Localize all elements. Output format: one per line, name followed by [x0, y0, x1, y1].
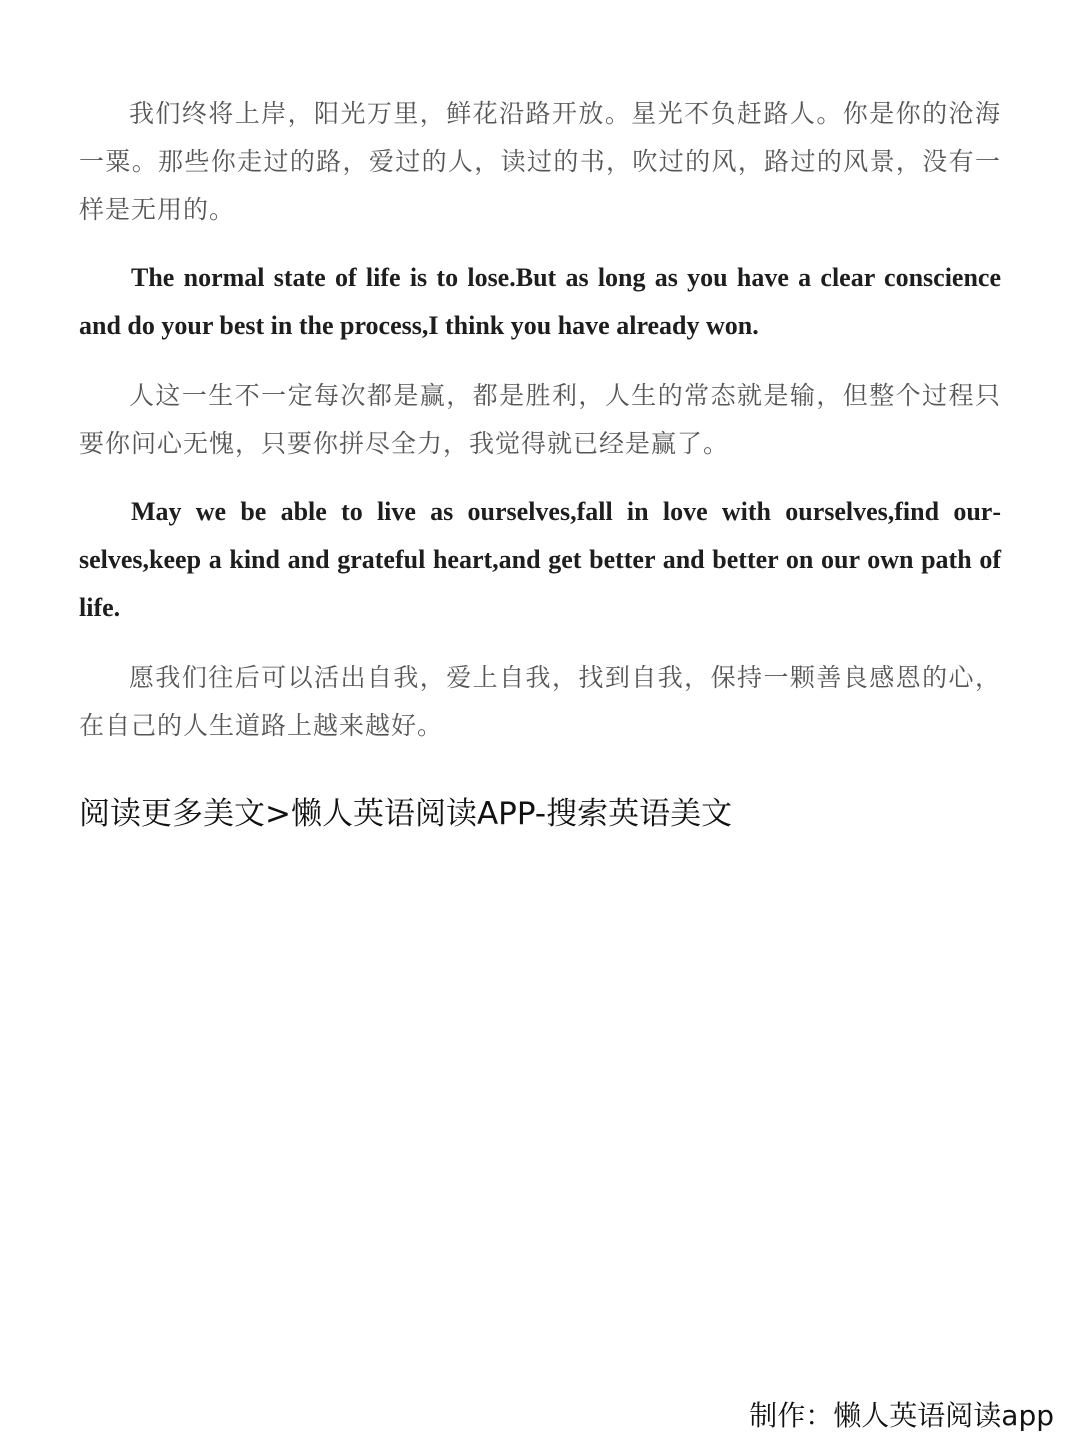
- chinese-paragraph-3: 愿我们往后可以活出自我，爱上自我，找到自我，保持一颗善良感恩的心，在自己的人生道路上越来越好。: [79, 663, 1001, 740]
- chinese-paragraph-1: 我们终将上岸，阳光万里，鲜花沿路开放。星光不负赶路人。你是你的沧海一粟。那些你走过的路，爱过的人，读过的书，吹过的风，路过的风景，没有一样是无用的。: [79, 99, 1001, 224]
- article-body: [79, 90, 1001, 836]
- chinese-paragraph-2: 人这一生不一定每次都是赢，都是胜利，人生的常态就是输，但整个过程只要你问心无愧，只要你拼尽全力，我觉得就已经是赢了。: [79, 381, 1001, 458]
- footer-credit: 制作：懒人英语阅读app: [749, 1399, 1054, 1432]
- english-paragraph-2: May we be able to live as ourselves,fall in love with ourselves,find ourselves,keep a kind and grateful heart,and get better and better on our own path of life.: [79, 497, 1001, 622]
- english-paragraph-1: The normal state of life is to lose.But as long as you have a clear conscience and do your best in the process,I think you have already won.: [79, 263, 1001, 340]
- read-more-link[interactable]: 阅读更多美文>懒人英语阅读APP-搜索英语美文: [79, 796, 733, 832]
